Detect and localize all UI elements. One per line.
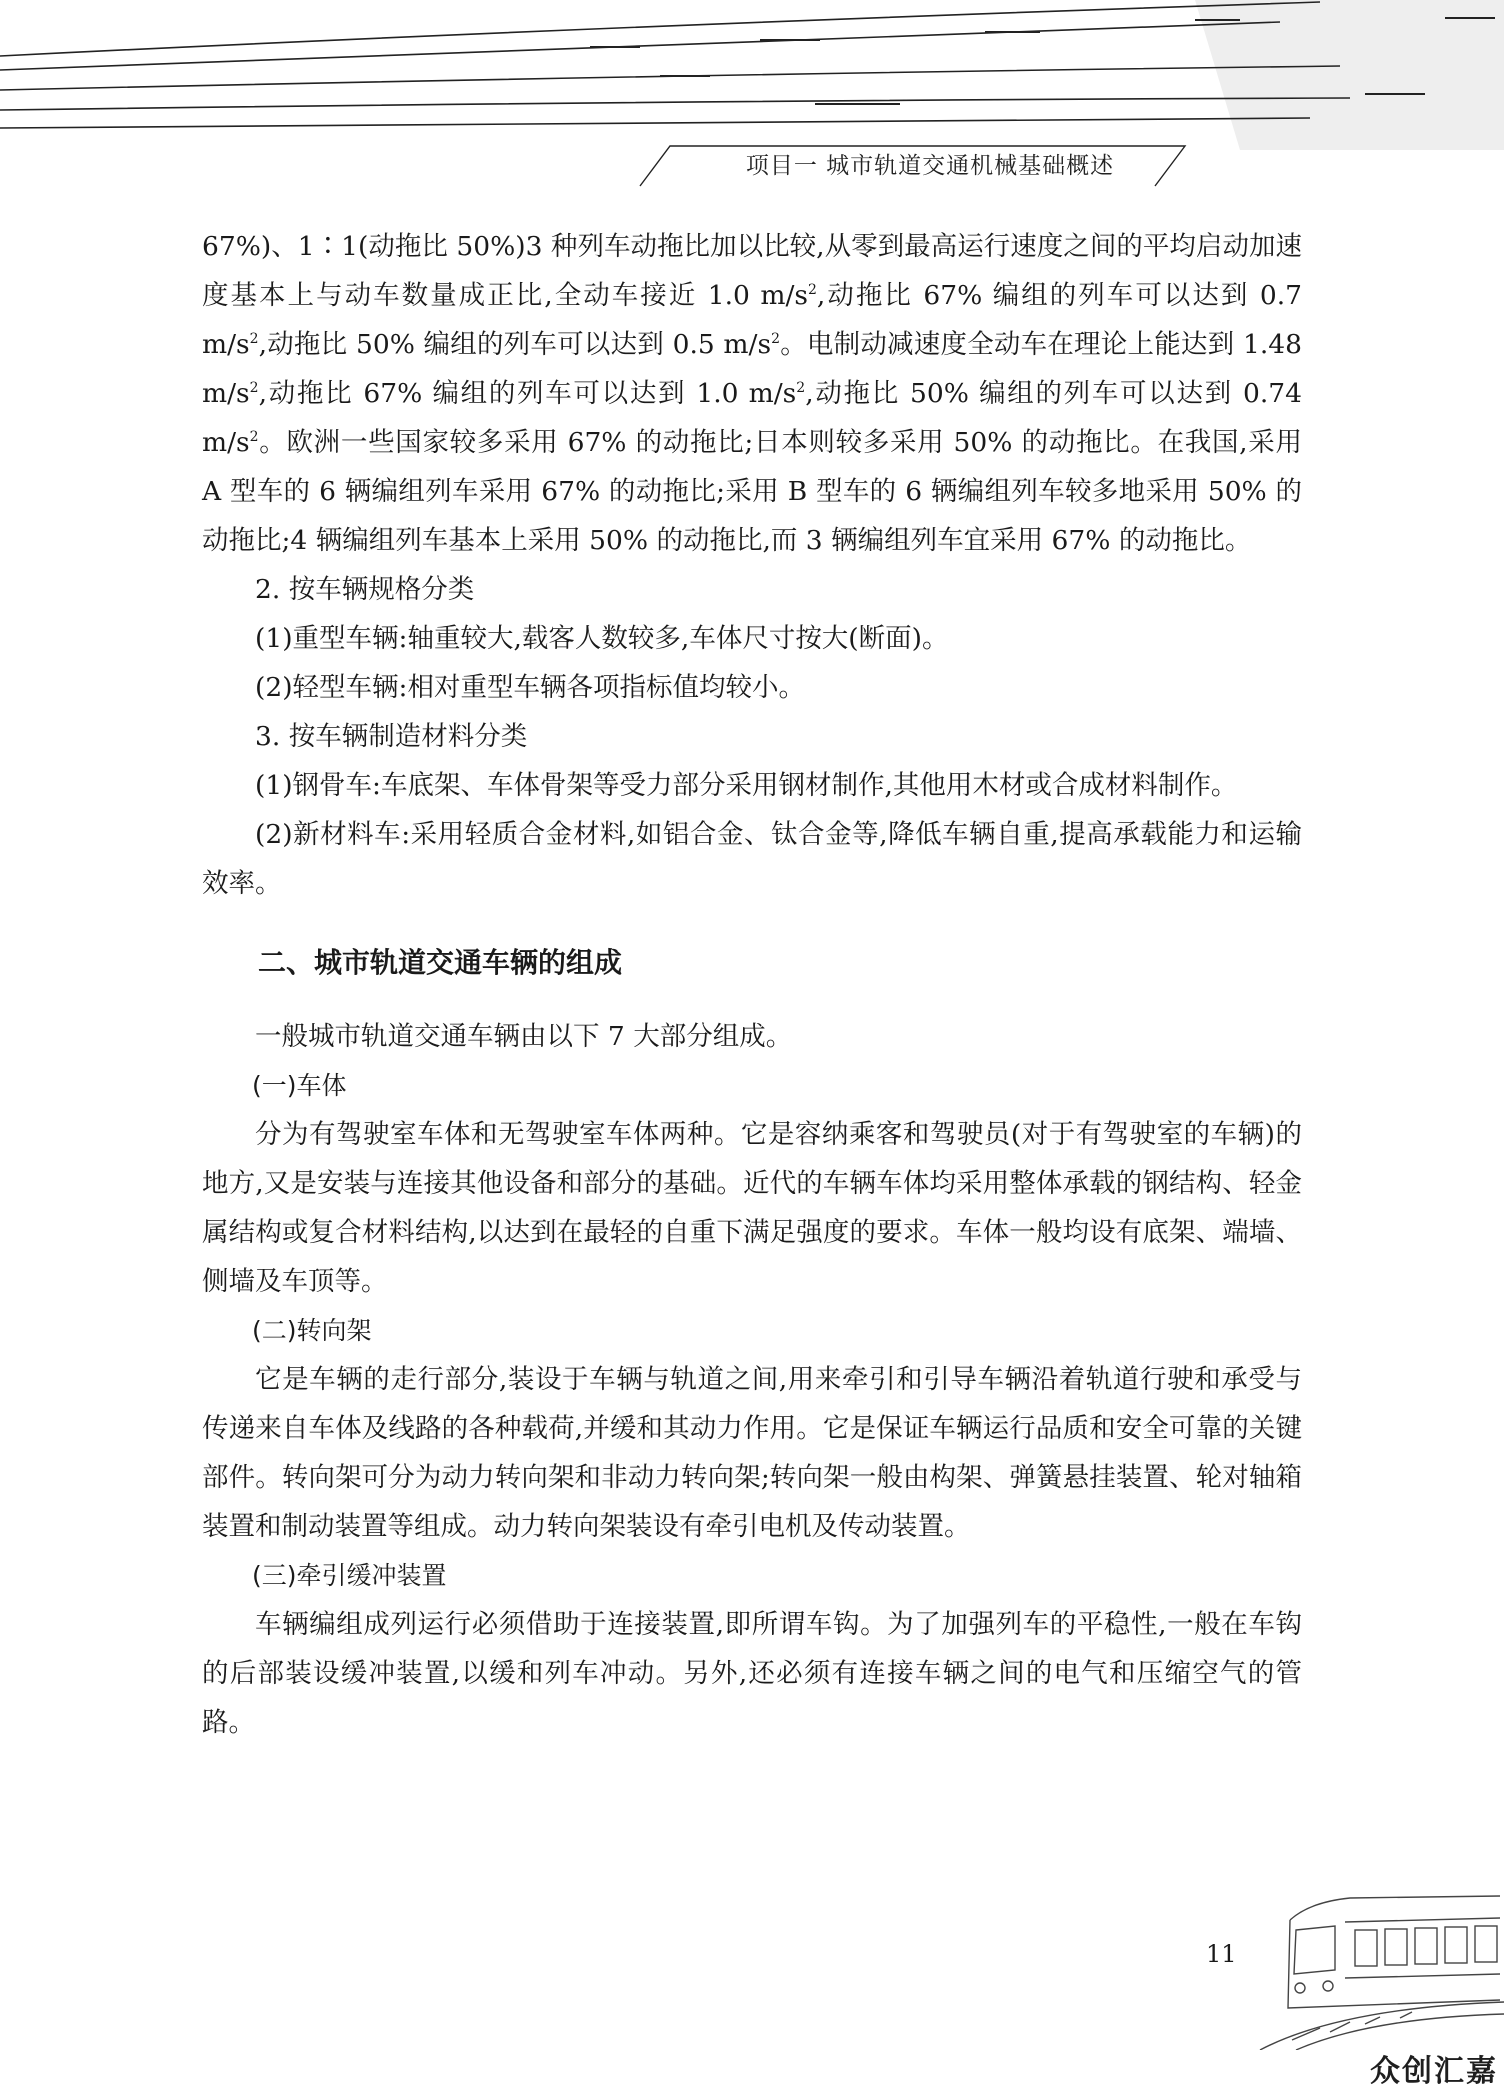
paragraph-traction-ratio: 67%)、1∶1(动拖比 50%)3 种列车动拖比加以比较,从零到最高运行速度之间的平均启动加速度基本上与动车数量成正比,全动车接近 1.0 $m/s^2$,动拖比 67% 编组的列车可以达到 0.7 $m/s^2$,动拖比 50% 编组的列车可以达到 0.5 $m/s^2$。电制动减速度全动车在理论上能达到 1.48 $m/s^2$,动拖比 67% 编组的列车可以达到 1.0 $m/s^2$,动拖比 50% 编组的列车可以达到 0.74 $m/s^2$。欧洲一些国家较多采用 67% 的动拖比;日本则较多采用 50% 的动拖比。在我国,采用 A 型车的 6 辆编组列车采用 67% 的动拖比;采用 B 型车的 6 辆编组列车较多地采用 50% 的动拖比;4 辆编组列车基本上采用 50% 的动拖比,而 3 辆编组列车宜采用 67% 的动拖比。	[202, 231, 1302, 556]
page-body	[202, 222, 1302, 1747]
paragraph-car-body: 分为有驾驶室车体和无驾驶室车体两种。它是容纳乘客和驾驶员(对于有驾驶室的车辆)的地方,又是安装与连接其他设备和部分的基础。近代的车辆车体均采用整体承载的钢结构、轻金属结构或复合材料结构,以达到在最轻的自重下满足强度的要求。车体一般均设有底架、端墙、侧墙及车顶等。	[202, 1119, 1302, 1297]
subheading-coupler: (三)牵引缓冲装置	[252, 1561, 447, 1590]
brand-logo: 众创汇嘉	[1370, 2054, 1498, 2089]
page-number: 11	[1206, 1940, 1237, 1968]
list-item: (2)新材料车:采用轻质合金材料,如铝合金、钛合金等,降低车辆自重,提高承载能力和运输效率。	[202, 819, 1302, 899]
list-item: (1)重型车辆:轴重较大,载客人数较多,车体尺寸按大(断面)。	[255, 623, 949, 654]
subheading-car-body: (一)车体	[252, 1071, 347, 1100]
subheading-bogie: (二)转向架	[252, 1316, 372, 1345]
paragraph-coupler: 车辆编组成列运行必须借助于连接装置,即所谓车钩。为了加强列车的平稳性,一般在车钩的后部装设缓冲装置,以缓和列车冲动。另外,还必须有连接车辆之间的电气和压缩空气的管路。	[202, 1609, 1302, 1738]
train-icon	[1200, 1890, 1504, 2050]
running-header: 项目一 城市轨道交通机械基础概述	[745, 153, 1115, 179]
list-item: (1)钢骨车:车底架、车体骨架等受力部分采用钢材制作,其他用木材或合成材料制作。	[255, 770, 1238, 801]
list-heading-material: 3. 按车辆制造材料分类	[255, 721, 528, 752]
list-item: (2)轻型车辆:相对重型车辆各项指标值均较小。	[255, 672, 805, 703]
list-heading-spec: 2. 按车辆规格分类	[255, 574, 475, 605]
section-heading: 二、城市轨道交通车辆的组成	[258, 946, 623, 979]
paragraph-bogie: 它是车辆的走行部分,装设于车辆与轨道之间,用来牵引和引导车辆沿着轨道行驶和承受与传递来自车体及线路的各种载荷,并缓和其动力作用。它是保证车辆运行品质和安全可靠的关键部件。转向架可分为动力转向架和非动力转向架;转向架一般由构架、弹簧悬挂装置、轮对轴箱装置和制动装置等组成。动力转向架装设有牵引电机及传动装置。	[202, 1364, 1302, 1542]
intro-paragraph: 一般城市轨道交通车辆由以下 7 大部分组成。	[255, 1021, 793, 1052]
